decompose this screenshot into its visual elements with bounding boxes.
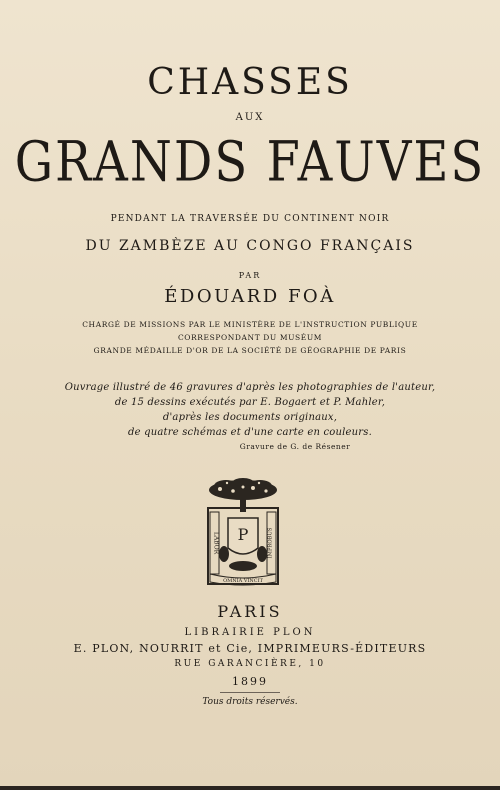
- description-line: de 15 dessins exécutés par E. Bogaert et P. Mahler,: [114, 397, 386, 408]
- subtitle-line-2: DU ZAMBÈZE AU CONGO FRANÇAIS: [85, 238, 415, 254]
- imprint-city: PARIS: [217, 602, 283, 621]
- author-name: ÉDOUARD FOÀ: [164, 286, 336, 307]
- credential-line: CHARGÉ DE MISSIONS PAR LE MINISTÈRE DE L'INSTRUCTION PUBLIQUE: [82, 320, 418, 329]
- mark-motto-bottom: OMNIA VINCIT: [223, 578, 263, 584]
- credential-line: CORRESPONDANT DU MUSÉUM: [177, 333, 323, 342]
- byline-par: PAR: [238, 271, 262, 280]
- description-line: Ouvrage illustré de 46 gravures d'après les photographies de l'auteur,: [64, 382, 436, 393]
- engraver-credit: Gravure de G. de Résener: [239, 442, 351, 451]
- description-line: de quatre schémas et d'une carte en couleurs.: [128, 427, 372, 438]
- credential-line: GRANDE MÉDAILLE D'OR DE LA SOCIÉTÉ DE GÉOGRAPHIE DE PARIS: [93, 346, 407, 355]
- page-bottom-edge: [0, 786, 500, 790]
- imprint-address: RUE GARANCIÈRE, 10: [174, 659, 326, 669]
- title-line-2: GRANDS FAUVES: [14, 129, 486, 195]
- imprint-printers: E. PLON, NOURRIT et Cie, IMPRIMEURS-ÉDITEURS: [73, 642, 427, 655]
- subtitle-line-1: PENDANT LA TRAVERSÉE DU CONTINENT NOIR: [110, 214, 390, 224]
- imprint-year: 1899: [232, 675, 268, 688]
- mark-monogram: P: [237, 525, 249, 544]
- imprint-house: LIBRAIRIE PLON: [184, 627, 316, 638]
- title-connector: AUX: [235, 112, 265, 123]
- mark-motto-right: IMPROBUS: [267, 527, 274, 559]
- publisher-mark-lettering: [206, 478, 280, 586]
- divider-rule: [220, 692, 280, 693]
- title-line-1: CHASSES: [147, 62, 353, 103]
- rights-notice: Tous droits réservés.: [202, 697, 298, 707]
- mark-motto-left: LABOR: [212, 531, 220, 555]
- description-line: d'après les documents originaux,: [162, 412, 338, 423]
